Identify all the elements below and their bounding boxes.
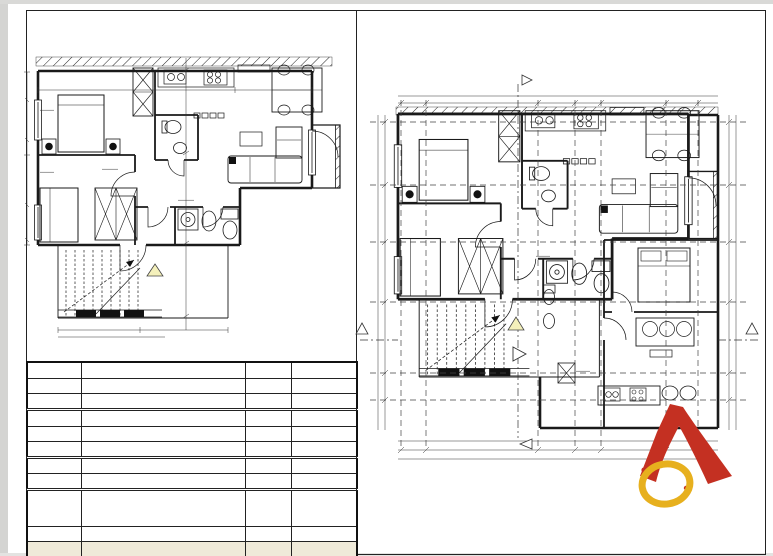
row-name xyxy=(81,458,245,474)
table-row xyxy=(27,379,357,394)
header-num-cell xyxy=(27,362,81,379)
table-title xyxy=(81,362,245,379)
table-row xyxy=(27,527,357,542)
row-name xyxy=(81,442,245,458)
row-area xyxy=(291,474,357,490)
row-num xyxy=(27,394,81,410)
row-unit xyxy=(245,394,291,410)
table-row xyxy=(27,490,357,527)
top-wall-hatch xyxy=(36,57,332,66)
header-unit-cell xyxy=(245,362,291,379)
row-num xyxy=(27,490,81,527)
scan-edge-top xyxy=(0,0,773,4)
axis-triangle-right xyxy=(746,323,758,334)
row-num xyxy=(27,427,81,442)
row-name xyxy=(81,394,245,410)
row-unit xyxy=(245,379,291,394)
table-row xyxy=(27,427,357,442)
axis-triangle-left xyxy=(356,323,368,334)
marker-s2-triangle xyxy=(513,347,526,361)
row-num xyxy=(27,442,81,458)
table-total-row xyxy=(27,542,357,556)
row-area xyxy=(291,442,357,458)
total-unit xyxy=(245,542,291,556)
section-triangle-top xyxy=(522,75,532,85)
left-plan-geometry xyxy=(24,57,340,337)
row-name xyxy=(81,474,245,490)
row-area xyxy=(291,458,357,474)
row-name xyxy=(81,379,245,394)
table-header-row xyxy=(27,362,357,379)
apartment-markers xyxy=(508,317,526,361)
row-name xyxy=(81,427,245,442)
stair-marker-triangle xyxy=(147,264,163,276)
table-row xyxy=(27,474,357,490)
marker-s1-triangle xyxy=(508,317,524,330)
row-num xyxy=(27,474,81,490)
section-triangle-bottom xyxy=(520,439,532,449)
row-unit xyxy=(245,490,291,527)
row-num xyxy=(27,410,81,427)
header-area-cell xyxy=(291,362,357,379)
row-unit xyxy=(245,474,291,490)
row-unit xyxy=(245,410,291,427)
row-area xyxy=(291,379,357,394)
row-area xyxy=(291,410,357,427)
table-row xyxy=(27,458,357,474)
row-name xyxy=(81,490,245,527)
table-row xyxy=(27,410,357,427)
row-area xyxy=(291,527,357,542)
moj-dom-logo xyxy=(582,392,766,552)
row-unit xyxy=(245,427,291,442)
row-area xyxy=(291,394,357,410)
total-num-cell xyxy=(27,542,81,556)
row-unit xyxy=(245,458,291,474)
scan-edge-left xyxy=(0,0,8,556)
area-table xyxy=(26,361,358,556)
total-area xyxy=(291,542,357,556)
row-num xyxy=(27,527,81,542)
dimension-lines xyxy=(24,58,312,337)
floorplan-stan-s1 xyxy=(18,46,363,358)
row-unit xyxy=(245,527,291,542)
row-num xyxy=(27,458,81,474)
row-num xyxy=(27,379,81,394)
row-area xyxy=(291,427,357,442)
stair-marker-s1 xyxy=(147,264,163,276)
row-name xyxy=(81,410,245,427)
row-unit xyxy=(245,442,291,458)
table-row xyxy=(27,442,357,458)
table-row xyxy=(27,394,357,410)
total-label xyxy=(81,542,245,556)
row-area xyxy=(291,490,357,527)
row-name xyxy=(81,527,245,542)
